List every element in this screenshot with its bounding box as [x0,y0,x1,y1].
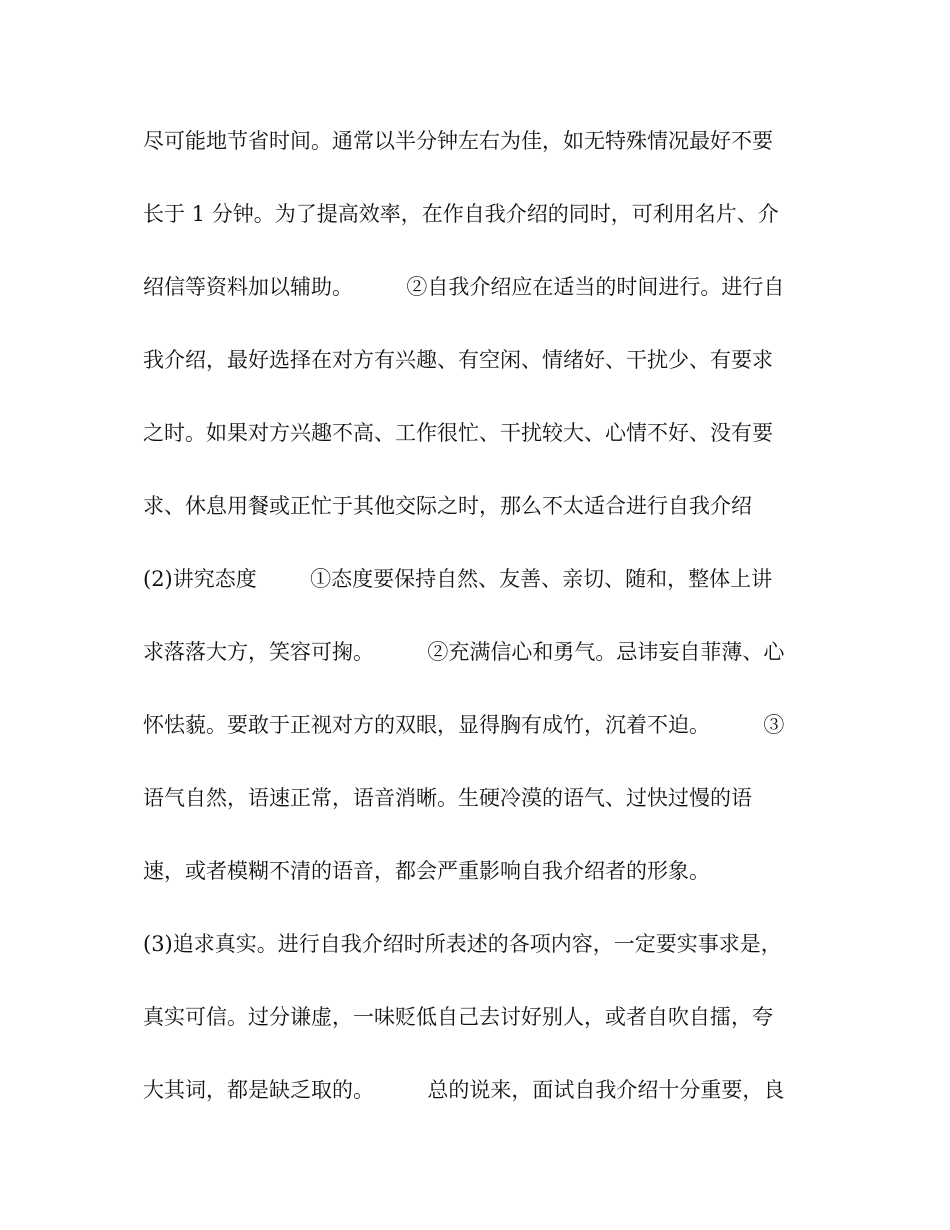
text-line: 真实可信。过分谦虚，一味贬低自己去讨好别人，或者自吹自擂，夸 [143,1005,773,1029]
text-line: (3)追求真实。进行自我介绍时所表述的各项内容，一定要实事求是， [143,932,782,956]
text-line: 语气自然，语速正常，语音消晰。生硬冷漠的语气、过快过慢的语 [143,786,752,810]
text-line: 绍信等资料加以辅助。 ②自我介绍应在适当的时间进行。进行自 [143,275,785,299]
text-line: 求落落大方，笑容可掬。 ②充满信心和勇气。忌讳妄自菲薄、心 [143,640,785,664]
text-line: 之时。如果对方兴趣不高、工作很忙、干扰较大、心情不好、没有要 [143,421,773,445]
text-line: 长于 1 分钟。为了提高效率，在作自我介绍的同时，可利用名片、介 [143,202,779,226]
text-line: 速，或者模糊不清的语音，都会严重影响自我介绍者的形象。 [143,859,710,883]
text-line: 怀怯藐。要敢于正视对方的双眼，显得胸有成竹，沉着不迫。 ③ [143,713,785,737]
text-line: (2)讲究态度 ①态度要保持自然、友善、亲切、随和，整体上讲 [143,567,773,591]
text-line: 求、休息用餐或正忙于其他交际之时，那么不太适合进行自我介绍 [143,494,752,518]
text-line: 大其词，都是缺乏取的。 总的说来，面试自我介绍十分重要，良 [143,1078,785,1102]
text-line: 尽可能地节省时间。通常以半分钟左右为佳，如无特殊情况最好不要 [143,129,773,153]
text-line: 我介绍，最好选择在对方有兴趣、有空闲、情绪好、干扰少、有要求 [143,348,773,372]
